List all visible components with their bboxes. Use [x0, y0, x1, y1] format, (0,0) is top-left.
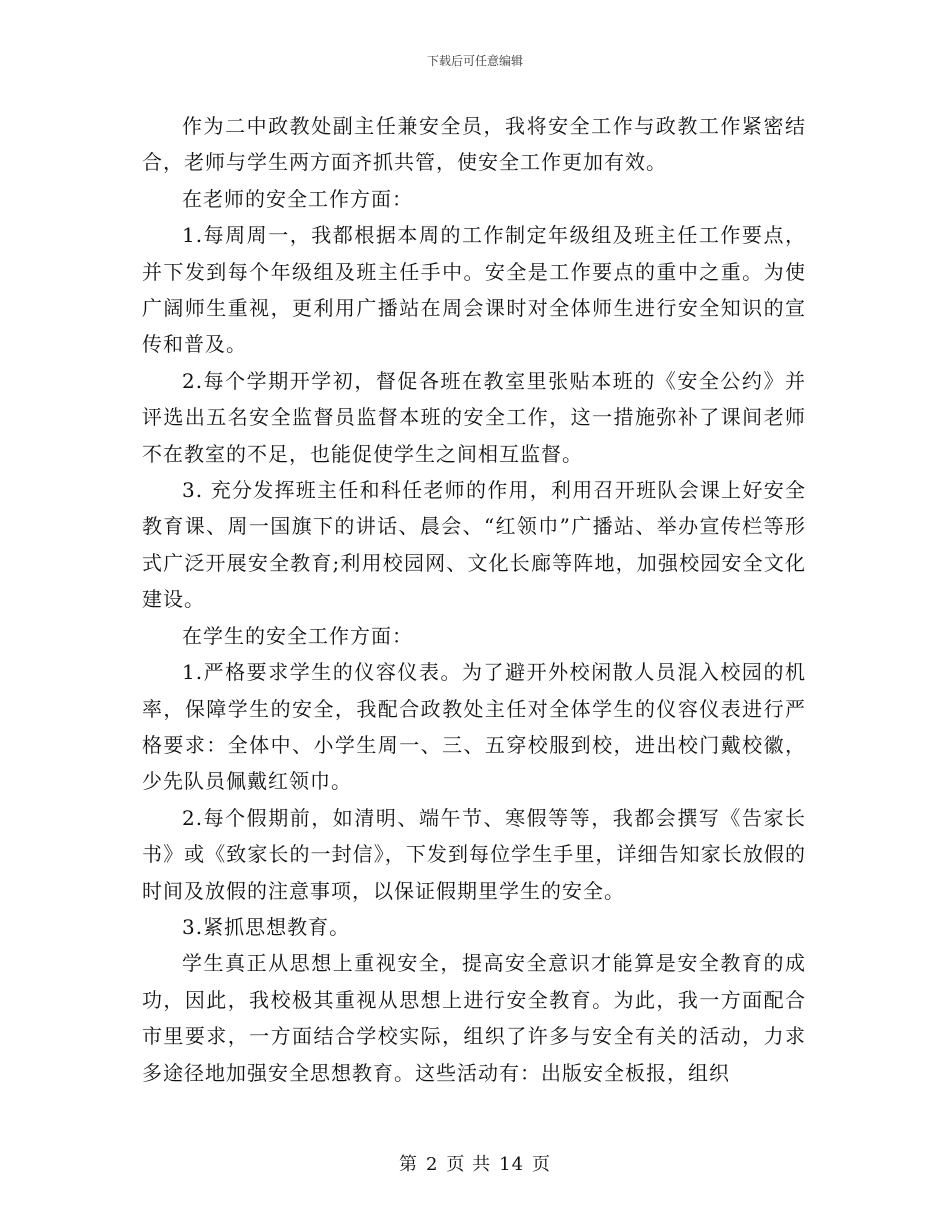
section-heading-teachers: 在老师的安全工作方面： — [182, 186, 413, 211]
paragraph: 1.每周周一，我都根据本周的工作制定年级组及班主任工作要点，并下发到每个年级组及班主任手中。安全是工作要点的重中之重。为使广阔师生重视，更利用广播站在周会课时对全体师生进行安全知识的宣传和普及。 — [142, 223, 806, 357]
footer-prefix: 第 — [398, 1154, 418, 1175]
footer-suffix: 页 — [532, 1154, 552, 1175]
paragraph: 作为二中政教处副主任兼安全员，我将安全工作与政教工作紧密结合，老师与学生两方面齐抓共管，使安全工作更加有效。 — [142, 114, 806, 175]
footer-mid: 页 共 — [446, 1154, 492, 1175]
paragraph: 2.每个假期前，如清明、端午节、寒假等等，我都会撰写《告家长书》或《致家长的一封信》，下发到每位学生手里，详细告知家长放假的时间及放假的注意事项，以保证假期里学生的安全。 — [142, 805, 806, 903]
page-footer — [0, 1150, 950, 1176]
paragraph: 3. 充分发挥班主任和科任老师的作用，利用召开班队会课上好安全教育课、周一国旗下的讲话、晨会、“红领巾”广播站、举办宣传栏等形式广泛开展安全教育;利用校园网、文化长廊等阵地，加强校园安全文化建设。 — [142, 478, 806, 612]
page-number: 2 — [425, 1154, 439, 1175]
paragraph: 学生真正从思想上重视安全，提高安全意识才能算是安全教育的成功，因此，我校极其重视从思想上进行安全教育。为此，我一方面配合市里要求，一方面结合学校实际，组织了许多与安全有关的活动，力求多途径地加强安全思想教育。这些活动有：出版安全板报，组织 — [142, 951, 806, 1085]
page-total: 14 — [499, 1154, 525, 1175]
section-heading-students: 在学生的安全工作方面： — [182, 623, 413, 648]
paragraph: 3.紧抓思想教育。 — [182, 914, 351, 939]
paragraph: 2.每个学期开学初，督促各班在教室里张贴本班的《安全公约》并评选出五名安全监督员监督本班的安全工作，这一措施弥补了课间老师不在教室的不足，也能促使学生之间相互监督。 — [142, 368, 806, 466]
document-body — [142, 108, 806, 1091]
paragraph: 1.严格要求学生的仪容仪表。为了避开外校闲散人员混入校园的机率，保障学生的安全，我配合政教处主任对全体学生的仪容仪表进行严格要求：全体中、小学生周一、三、五穿校服到校，进出校门戴校徽，少先队员佩戴红领巾。 — [142, 660, 806, 794]
page-header: 下载后可任意编辑 — [426, 54, 523, 68]
